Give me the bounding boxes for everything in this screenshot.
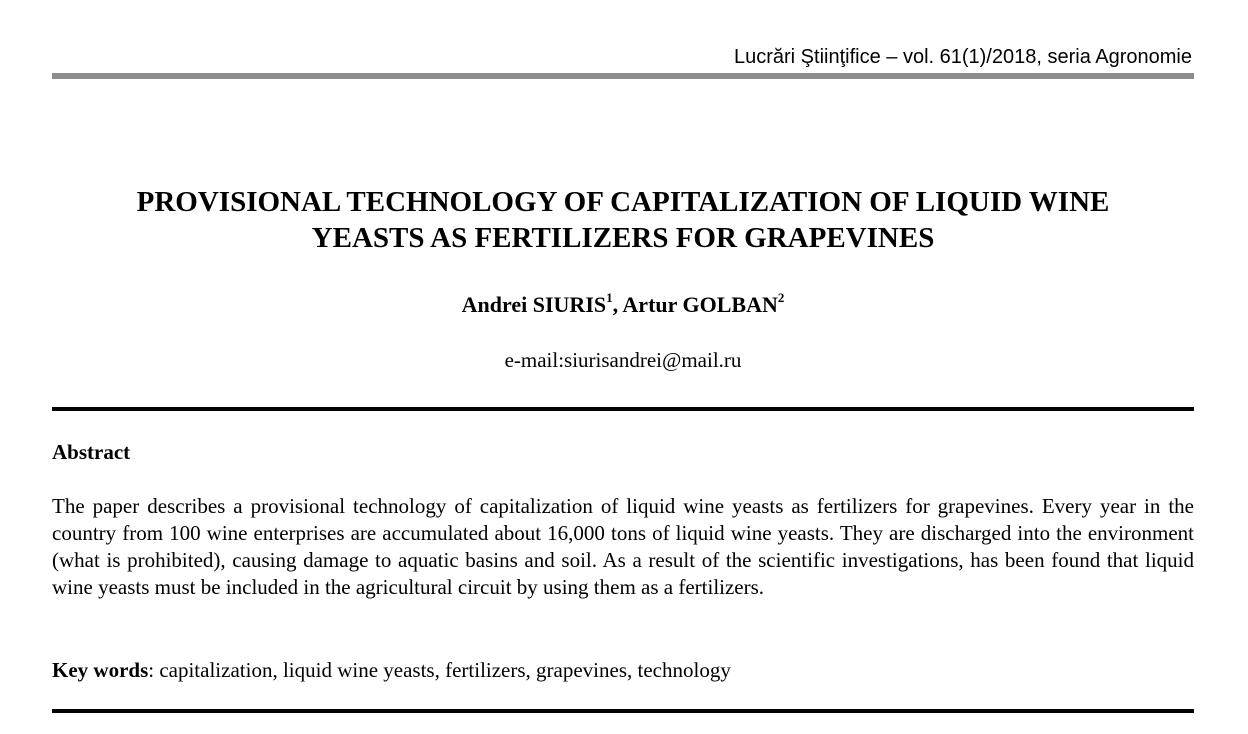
keywords [52,657,1194,684]
title-line-1: PROVISIONAL TECHNOLOGY OF CAPITALIZATION OF LIQUID WINE [136,186,1110,218]
abstract-heading: Abstract [52,440,131,464]
section-divider-top [52,407,1194,411]
abstract-body: The paper describes a provisional technology of capitalization of liquid wine yeasts as fertilizers for grapevines. Every year in the country from 100 wine enterprises are accumulated about 16,000 tons of liquid wine yeasts. They are discharged into the environment (what is prohibited), causing damage to aquatic basins and soil. As a result of the scientific investigations, has been found that liquid wine yeasts must be included in the agricultural circuit by using them as a fertilizers. [52,494,1194,599]
title-line-2: YEASTS AS FERTILIZERS FOR GRAPEVINES [311,222,935,254]
author-list [52,290,1194,320]
keywords-label: Key words [52,658,149,682]
paper-title [52,184,1194,256]
author-2-affiliation: 2 [777,289,785,305]
author-1-name: Andrei SIURIS [461,292,607,317]
author-separator: , [612,292,623,317]
author-2-name: Artur GOLBAN [622,292,778,317]
keywords-text: : capitalization, liquid wine yeasts, fertilizers, grapevines, technology [148,658,731,682]
author-1-affiliation: 1 [606,289,613,305]
header-rule [52,73,1194,79]
contact-email: e-mail:siurisandrei@mail.ru [504,348,742,372]
section-divider-bottom [52,709,1194,713]
running-header: Lucrări Ştiinţifice – vol. 61(1)/2018, seria Agronomie [733,46,1192,68]
